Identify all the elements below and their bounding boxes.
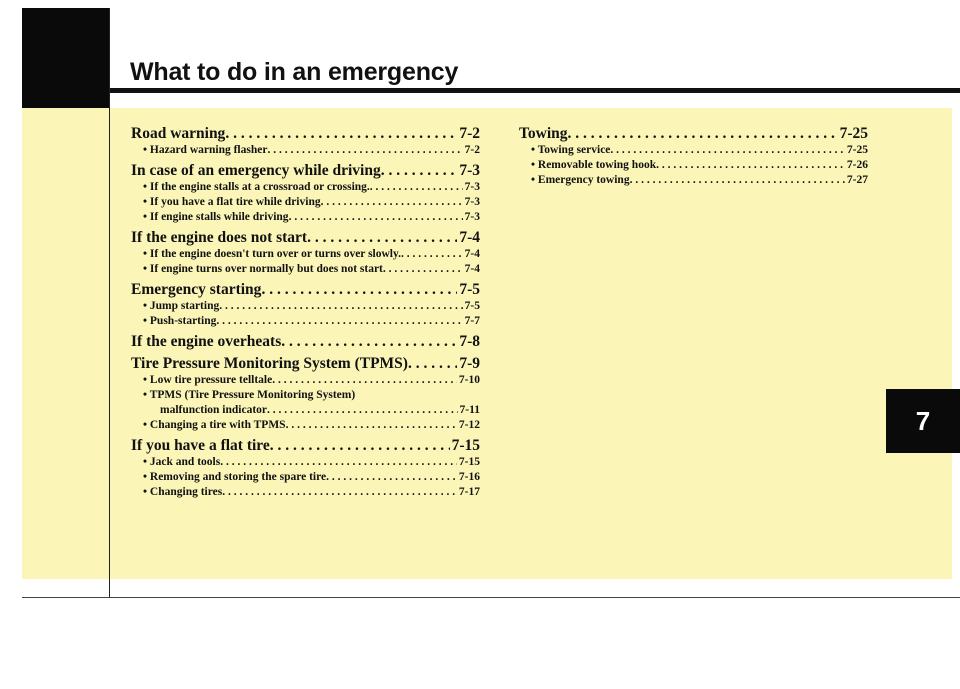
toc-page-number: 7-3: [464, 196, 480, 208]
toc-heading[interactable]: [131, 161, 480, 180]
toc-subentry-label: • Changing tires: [143, 486, 223, 498]
toc-heading[interactable]: [131, 124, 480, 143]
toc-subentry[interactable]: [131, 373, 480, 388]
dot-leader: [270, 436, 450, 455]
toc-page-number: 7-3: [464, 211, 480, 223]
dot-leader: [307, 228, 457, 247]
toc-page-number: 7-4: [464, 248, 480, 260]
page-title: What to do in an emergency: [130, 58, 459, 86]
toc-heading-label: If the engine overheats: [131, 333, 282, 350]
toc-subentry-label: • Jack and tools: [143, 456, 221, 468]
dot-leader: [401, 247, 463, 262]
toc-subentry[interactable]: [131, 418, 480, 433]
toc-subentry[interactable]: [131, 247, 480, 262]
toc-subentry[interactable]: [519, 143, 868, 158]
dot-leader: [261, 280, 457, 299]
title-underline: [110, 88, 960, 93]
toc-page-number: 7-3: [459, 162, 480, 179]
toc-subentry-label: • Towing service: [531, 144, 611, 156]
dot-leader: [267, 403, 458, 418]
toc-page-number: 7-17: [458, 486, 480, 498]
toc-page-number: 7-12: [458, 419, 480, 431]
toc-subentry-label: • Changing a tire with TPMS: [143, 419, 286, 431]
corner-tab: [22, 8, 110, 108]
toc-column-right: [519, 124, 868, 188]
dot-leader: [568, 124, 838, 143]
dot-leader: [289, 210, 463, 225]
toc-heading-label: Emergency starting: [131, 281, 262, 298]
dot-leader: [281, 332, 457, 351]
toc-page-number: 7-5: [464, 300, 480, 312]
toc-page-number: 7-15: [458, 456, 480, 468]
toc-subentry-label: • Low tire pressure telltale: [143, 374, 273, 386]
toc-page-number: 7-15: [451, 437, 480, 454]
toc-subentry[interactable]: [131, 314, 480, 329]
toc-heading-label: Towing: [519, 125, 568, 142]
dot-leader: [272, 373, 457, 388]
toc-page-number: 7-4: [459, 229, 480, 246]
toc-subentry-label: • Hazard warning flasher: [143, 144, 268, 156]
dot-leader: [656, 158, 845, 173]
chapter-tab[interactable]: 7: [886, 389, 960, 453]
toc-subentry[interactable]: [131, 470, 480, 485]
toc-subentry-label: • Jump starting: [143, 300, 220, 312]
dot-leader: [326, 470, 457, 485]
toc-heading[interactable]: [131, 436, 480, 455]
dot-leader: [630, 173, 845, 188]
toc-subentry[interactable]: [131, 143, 480, 158]
toc-subentry-label: • Emergency towing: [531, 174, 630, 186]
toc-subentry[interactable]: [131, 262, 480, 277]
dot-leader: [381, 161, 458, 180]
toc-subentry-label: • Removing and storing the spare tire: [143, 471, 327, 483]
toc-page-number: 7-7: [464, 315, 480, 327]
toc-heading[interactable]: [131, 280, 480, 299]
toc-page-number: 7-25: [839, 125, 868, 142]
toc-column-left: [131, 124, 480, 500]
toc-subentry[interactable]: [131, 210, 480, 225]
toc-page-number: 7-2: [464, 144, 480, 156]
toc-heading[interactable]: [519, 124, 868, 143]
toc-subentry[interactable]: [131, 455, 480, 470]
dot-leader: [408, 354, 457, 373]
dot-leader: [267, 143, 462, 158]
toc-page-number: 7-3: [464, 181, 480, 193]
toc-page-number: 7-11: [459, 404, 480, 416]
dot-leader: [286, 418, 457, 433]
toc-subentry[interactable]: [519, 158, 868, 173]
toc-subentry-label: malfunction indicator: [160, 404, 268, 416]
toc-subentry-label: • If the engine doesn't turn over or turns over slowly.: [143, 248, 401, 260]
dot-leader: [610, 143, 844, 158]
toc-page-number: 7-16: [458, 471, 480, 483]
toc-page-number: 7-25: [846, 144, 868, 156]
dot-leader: [370, 180, 463, 195]
dot-leader: [321, 195, 463, 210]
toc-page-number: 7-4: [464, 263, 480, 275]
toc-subentry[interactable]: [131, 180, 480, 195]
toc-subentry[interactable]: [131, 299, 480, 314]
toc-heading[interactable]: [131, 354, 480, 373]
bottom-rule: [22, 597, 960, 598]
toc-heading-label: If you have a flat tire: [131, 437, 270, 454]
dot-leader: [216, 314, 462, 329]
toc-page-number: 7-2: [459, 125, 480, 142]
toc-heading[interactable]: [131, 228, 480, 247]
toc-subentry-label: • If you have a flat tire while driving: [143, 196, 321, 208]
toc-subentry-label: • If the engine stalls at a crossroad or crossing.: [143, 181, 370, 193]
toc-heading-label: Road warning: [131, 125, 226, 142]
dot-leader: [383, 262, 463, 277]
toc-subentry-label: • If engine turns over normally but does not start: [143, 263, 383, 275]
toc-heading-label: In case of an emergency while driving: [131, 162, 381, 179]
toc-heading[interactable]: [131, 332, 480, 351]
toc-subentry-label: • Removable towing hook: [531, 159, 657, 171]
toc-subentry[interactable]: [131, 195, 480, 210]
dot-leader: [225, 124, 457, 143]
dot-leader: [222, 485, 457, 500]
toc-page-number: 7-5: [459, 281, 480, 298]
toc-subentry-label: • Push-starting: [143, 315, 217, 327]
toc-subentry-label: • If engine stalls while driving: [143, 211, 289, 223]
toc-heading-label: Tire Pressure Monitoring System (TPMS): [131, 355, 408, 372]
toc-subentry[interactable]: [519, 173, 868, 188]
toc-page-number: 7-9: [459, 355, 480, 372]
dot-leader: [220, 455, 457, 470]
toc-page-number: 7-10: [458, 374, 480, 386]
toc-subentry-line[interactable]: [131, 388, 480, 403]
toc-page-number: 7-27: [846, 174, 868, 186]
toc-page-number: 7-8: [459, 333, 480, 350]
dot-leader: [219, 299, 462, 314]
toc-subentry[interactable]: [131, 485, 480, 500]
toc-page-number: 7-26: [846, 159, 868, 171]
toc-subentry-label: • TPMS (Tire Pressure Monitoring System): [143, 389, 356, 401]
margin-rule: [109, 8, 110, 598]
toc-heading-label: If the engine does not start: [131, 229, 308, 246]
toc-subentry[interactable]: [131, 403, 480, 418]
